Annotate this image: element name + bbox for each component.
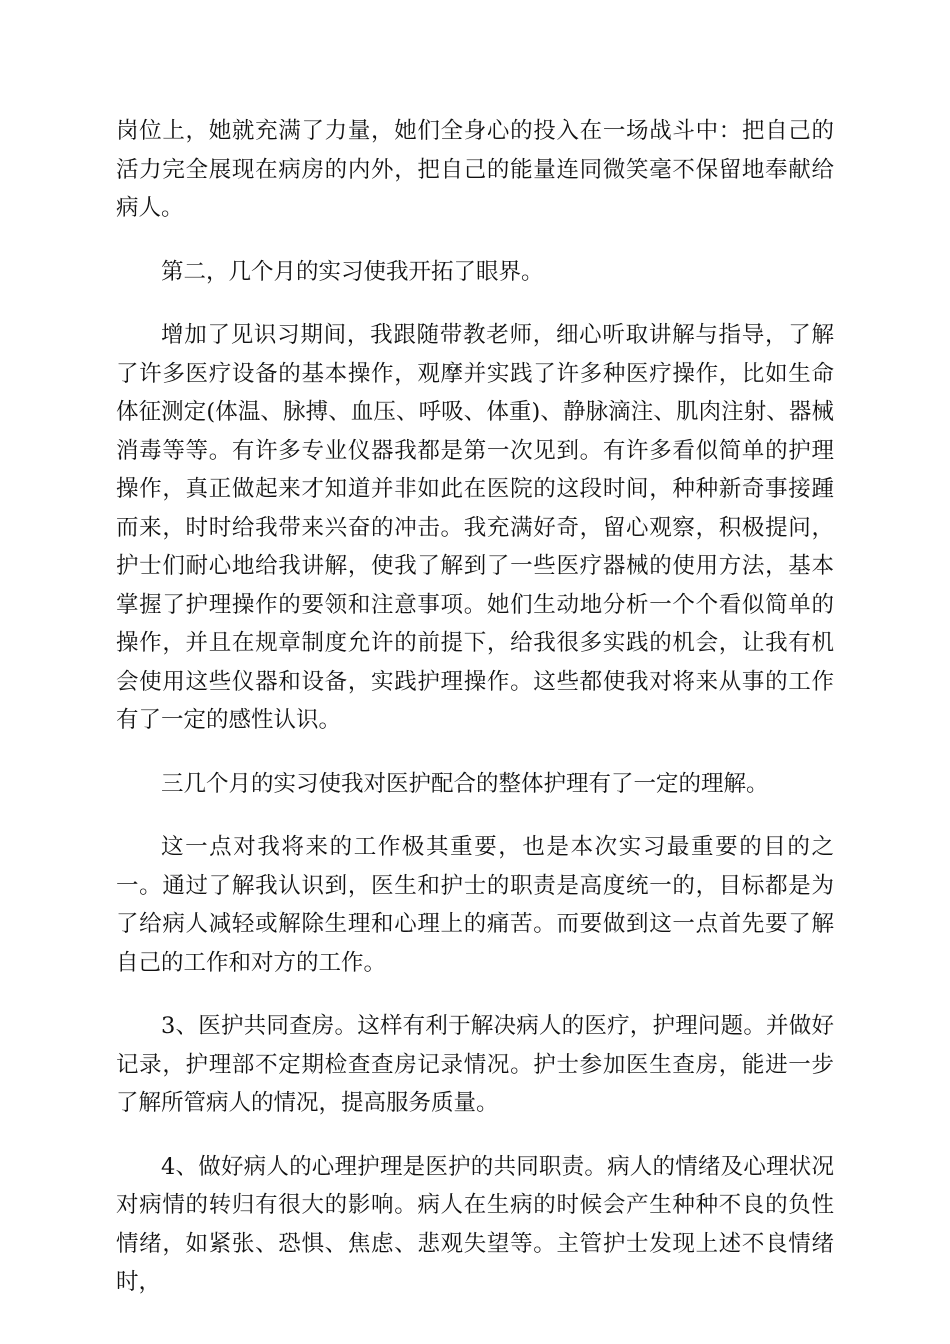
paragraph-item-4-psychological-care: 4、做好病人的心理护理是医护的共同职责。病人的情绪及心理状况对病情的转归有很大的影响。病人在生病的时候会产生种种不良的负性情绪，如紧张、恐惧、焦虑、悲观失望等。主管护士发现上述不良情绪时， <box>116 1153 834 1295</box>
paragraph-item-3-rounds: 3、医护共同查房。这样有利于解决病人的医疗，护理问题。并做好记录，护理部不定期检查查房记录情况。护士参加医生查房，能进一步了解所管病人的情况，提高服务质量。 <box>116 1013 834 1116</box>
paragraph-heading-third: 三几个月的实习使我对医护配合的整体护理有了一定的理解。 <box>161 770 769 797</box>
paragraph-continuation: 岗位上，她就充满了力量，她们全身心的投入在一场战斗中：把自己的活力完全展现在病房的内外，把自己的能量连同微笑毫不保留地奉献给病人。 <box>116 118 834 221</box>
paragraph-cooperation-importance: 这一点对我将来的工作极其重要，也是本次实习最重要的目的之一。通过了解我认识到，医生和护士的职责是高度统一的，目标都是为了给病人减轻或解除生理和心理上的痛苦。而要做到这一点首先要了解自己的工作和对方的工作。 <box>116 834 834 976</box>
document-page <box>116 112 834 1327</box>
paragraph-internship-experience: 增加了见识习期间，我跟随带教老师，细心听取讲解与指导，了解了许多医疗设备的基本操作，观摩并实践了许多种医疗操作，比如生命体征测定(体温、脉搏、血压、呼吸、体重)、静脉滴注、肌肉注射、器械消毒等等。有许多专业仪器我都是第一次见到。有许多看似简单的护理操作，真正做起来才知道并非如此在医院的这段时间，种种新奇事接踵而来，时时给我带来兴奋的冲击。我充满好奇，留心观察，积极提问，护士们耐心地给我讲解，使我了解到了一些医疗器械的使用方法，基本掌握了护理操作的要领和注意事项。她们生动地分析一个个看似简单的操作，并且在规章制度允许的前提下，给我很多实践的机会，让我有机会使用这些仪器和设备，实践护理操作。这些都使我对将来从事的工作有了一定的感性认识。 <box>116 322 834 733</box>
paragraph-heading-second: 第二，几个月的实习使我开拓了眼界。 <box>161 258 544 285</box>
